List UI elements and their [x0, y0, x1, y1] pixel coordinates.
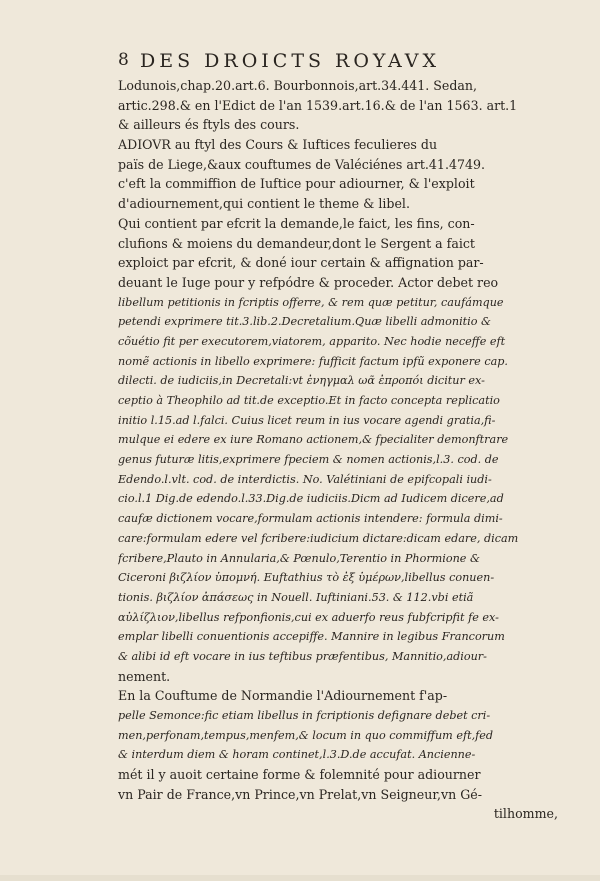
text-line: fcribere,Plauto in Annularia,& Pœnulo,Terentio in Phormione & [118, 551, 480, 565]
text-line: emplar libelli conuentionis accepiffe. Mannire in legibus Francorum [118, 630, 505, 644]
text-line: exploict par efcrit, & doné iour certain & affignation par- [118, 255, 484, 271]
text-line: vn Pair de France,vn Prince,vn Prelat,vn Seigneur,vn Gé- [118, 786, 482, 802]
text-line: cio.l.1 Dig.de edendo.l.33.Dig.de iudiciis.Dicm ad Iudicem dicere,ad [118, 492, 504, 506]
text-line: deuant le Iuge pour y refpódre & proceder. Actor debet reo [118, 274, 499, 290]
text-line: ceptio à Theophilo ad tit.de exceptio.Et in facto concepta replicatio [118, 394, 500, 407]
text-line: pelle Semonce:fic etiam libellus in fcriptionis defignare debet cri- [118, 709, 491, 722]
text-line: & ailleurs és ftyls des cours. [118, 117, 300, 133]
text-line: & alibi id eft vocare in ius teftibus præfentibus, Mannitio,adiour- [118, 649, 487, 663]
page-edge [0, 875, 600, 881]
text-line: Ciceroni βιζλίον ὑπομνή. Euftathius τὸ ἐξ ὑμέρων,libellus conuen- [118, 571, 495, 585]
text-line: Lodunois,chap.20.art.6. Bourbonnois,art.34.441. Sedan, [118, 78, 478, 93]
text-line: tilhomme, [493, 806, 558, 822]
text-line: artic.298.& en l'Edict de l'an 1539.art.16.& de l'an 1563. art.1 [118, 97, 518, 113]
text-line: mét il y auoit certaine forme & folemnité pour adiourner [118, 767, 481, 783]
text-line: nomẽ actionis in libello exprimere: fufficit factum ipfũ exponere cap. [118, 354, 508, 368]
text-line: genus futuræ litis,exprimere fpeciem & nomen actionis,l.3. cod. de [118, 453, 499, 467]
text-line: païs de Liege,&aux couftumes de Valéciénes art.41.4749. [118, 156, 486, 172]
text-line: clufions & moiens du demandeur,dont le Sergent a faict [118, 235, 475, 251]
text-line: Edendo.l.vlt. cod. de interdictis. No. Valétiniani de epifcopali iudi- [118, 472, 492, 486]
text-line: initio l.15.ad l.falci. Cuius licet reum in ius vocare agendi gratia,fi- [118, 413, 496, 427]
running-head: DES DROICTS ROYAVX [140, 50, 441, 72]
text-line: dilecti. de iudiciis,in Decretali:vt ἐνηγμαλ ωᾶ ἐπροπόι dicitur ex- [118, 374, 485, 388]
text-line: men,perfonam,tempus,menfem,& locum in quo commiffum eft,fed [118, 728, 494, 742]
text-line: care:formulam edere vel fcribere:iudicium dictare:dicam edare, dicam [118, 531, 519, 545]
text-line: nement. [118, 668, 171, 684]
text-line: αὐλίζλιον,libellus refponfionis,cui ex aduerfo reus fubfcripfit fe ex- [118, 610, 499, 624]
page-header [118, 50, 558, 74]
text-line: mulque ei edere ex iure Romano actionem,& fpecialiter demonftrare [118, 433, 509, 447]
text-line: Qui contient par efcrit la demande,le faict, les fins, con- [118, 215, 475, 231]
text-line: libellum petitionis in fcriptis offerre, & rem quæ petitur, caufámque [118, 295, 504, 309]
text-line: c'eft la commiffion de Iuftice pour adiourner, & l'exploit [118, 176, 475, 192]
text-line: d'adiournement,qui contient le theme & libel. [118, 196, 410, 212]
page-number: 8 [118, 50, 130, 70]
text-line: & interdum diem & horam continet,l.3.D.de accufat. Ancienne- [118, 748, 476, 762]
text-line: petendi exprimere tit.3.lib.2.Decretalium.Quæ libelli admonitio & [118, 315, 491, 329]
text-line: caufæ dictionem vocare,formulam actionis intendere: formula dimi- [118, 512, 503, 526]
text-line: tionis. βιζλίον ἀπάσεως in Nouell. Iuftiniani.53. & 112.vbi etiã [118, 590, 474, 604]
text-line: ADIOVR au ftyl des Cours & Iuftices feculieres du [118, 137, 438, 153]
text-line: En la Couftume de Normandie l'Adiournement f'ap- [118, 688, 448, 704]
text-line: cõuétio fit per executorem,viatorem, apparito. Nec hodie neceffe eft [118, 334, 506, 348]
text-body [118, 76, 558, 824]
